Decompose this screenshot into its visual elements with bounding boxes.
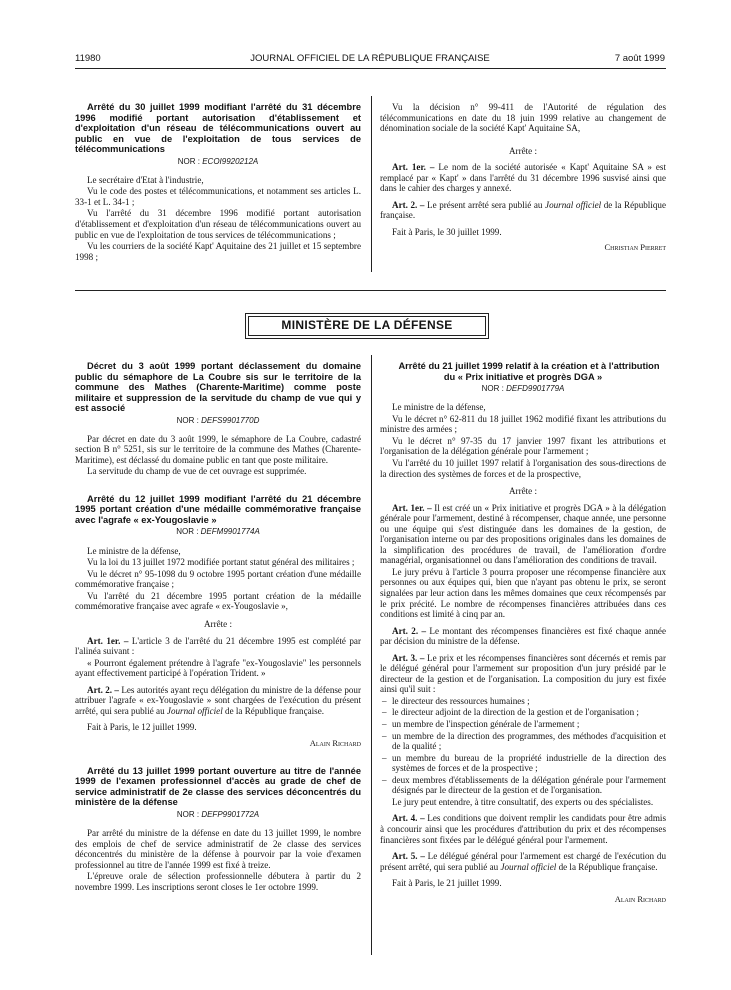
- paragraph: Vu le décret n° 95-1098 du 9 octobre 1995 portant création d'une médaille commémorative française ;: [75, 568, 361, 590]
- article-2: Art. 2. – Le présent arrêté sera publié au Journal officiel de la République française.: [380, 199, 666, 221]
- decree-title: Arrêté du 30 juillet 1999 modifiant l'arrêté du 31 décembre 1996 modifié portant autorisation d'établissement et d'exploitation d'un réseau de télécommunications ouvert au public en vue de l'exploitation de tous services de télécommunications: [75, 102, 361, 154]
- nor-line: NOR : DEFP9901772A: [176, 809, 260, 819]
- paragraph: Vu l'arrêté du 10 juillet 1997 relatif à l'organisation des sous-directions de la direction des systèmes de forces et de la prospective,: [380, 458, 666, 479]
- header-rule: [75, 68, 666, 69]
- decree-title: Arrêté du 12 juillet 1999 modifiant l'arrêté du 21 décembre 1995 portant création d'une médaille commémorative française avec l'agrafe « ex-Yougoslavie »: [75, 493, 361, 525]
- signature: Alain Richard: [309, 737, 361, 748]
- list-item: – le directeur adjoint de la direction de la gestion et de l'organisation ;: [382, 707, 639, 718]
- page-number: 11980: [75, 53, 101, 64]
- decree-title: Décret du 3 août 1999 portant déclassement du domaine public du sémaphore de La Coubre sis sur le territoire de la commune des Mathes (Charente-Maritime) comme poste militaire et suppression de la servitude du champ de vue qui y est associé: [75, 361, 361, 413]
- paragraph: Vu la décision n° 99-411 de l'Autorité de régulation des télécommunications en date du 18 juin 1999 relative au changement de dénomination sociale de la société Kapt' Aquitaine SA,: [380, 102, 666, 134]
- list-item: – un membre de la direction des programmes, des méthodes d'acquisition et de la qualité ;: [382, 730, 666, 752]
- paragraph: Vu le code des postes et télécommunications, et notamment ses articles L. 33-1 et L. 34-1 ;: [75, 186, 361, 207]
- paragraph: Vu le décret n° 62-811 du 18 juillet 1962 modifié fixant les attributions du ministre des armées ;: [380, 413, 666, 435]
- paragraph: Le ministre de la défense,: [392, 402, 486, 413]
- signature: Alain Richard: [614, 893, 666, 904]
- nor-code: DEFP9901772A: [201, 809, 260, 819]
- arrete-heading: Arrête :: [508, 486, 538, 497]
- page-header: [75, 53, 665, 67]
- column-divider-bottom: [371, 355, 372, 955]
- nor-line: NOR : DEFS9901770D: [176, 415, 260, 425]
- done-at: Fait à Paris, le 21 juillet 1999.: [392, 878, 502, 889]
- article-3: Art. 3. – Le prix et les récompenses financières sont décernés et remis par le délégué général pour l'armement sur proposition d'un jury présidé par le directeur de la gestion et de l'organisation. La composition du jury est fixée ainsi qu'il suit :: [380, 652, 666, 695]
- nor-code: DEFM9901774A: [200, 527, 260, 537]
- decree-medal: [75, 494, 361, 749]
- paragraph: Vu la loi du 13 juillet 1972 modifiée portant statut général des militaires ;: [87, 557, 355, 568]
- paragraph: Le ministre de la défense,: [87, 545, 181, 556]
- paragraph: Le jury peut entendre, à titre consultatif, des experts ou des spécialistes.: [392, 796, 654, 807]
- decree-exam: [75, 766, 361, 893]
- list-item: – un membre de l'inspection générale de l'armement ;: [382, 719, 580, 730]
- section-rule: [75, 290, 666, 291]
- article-4: Art. 4. – Les conditions que doivent remplir les candidats pour être admis à concourir ainsi que les procédures d'attribution du prix et des récompenses financières sont fixées par le délégué général pour l'armement.: [380, 813, 666, 845]
- list-item: – le directeur des ressources humaines ;: [382, 695, 530, 706]
- nor-line: NOR : DEFM9901774A: [176, 527, 260, 537]
- list-item: – deux membres d'établissements de la délégation générale pour l'armement désignés par le directeur de la gestion et de l'organisation.: [382, 774, 666, 796]
- left-column: [75, 361, 361, 893]
- arrete-heading: Arrête :: [203, 619, 233, 629]
- paragraph: Vu l'arrêté du 31 décembre 1996 modifié portant autorisation d'établissement et d'exploitation d'un réseau de télécommunications ouvert au public en vue de l'exploitation de tous services de télécommunications ;: [75, 208, 361, 240]
- issue-date: 7 août 1999: [614, 53, 665, 64]
- paragraph: Le secrétaire d'Etat à l'industrie,: [87, 174, 204, 185]
- nor-line: NOR : DEFD9901779A: [481, 384, 565, 393]
- paragraph: Vu les courriers de la société Kapt' Aquitaine des 21 juillet et 15 septembre 1998 ;: [75, 241, 361, 262]
- decree-title: Arrêté du 13 juillet 1999 portant ouverture au titre de l'année 1999 de l'examen professionnel d'accès au grade de chef de service administratif de 2e classe des services déconcentrés du ministère de la défense: [75, 765, 361, 808]
- list-item: – un membre du bureau de la propriété industrielle de la direction des systèmes de forces et de la prospective ;: [382, 752, 666, 774]
- article-1: Art. 1er. – Le nom de la société autorisée « Kapt' Aquitaine SA » est remplacé par « Kapt' » dans l'arrêté du 31 décembre 1996 susvisé ainsi que dans le cahier des charges y annexé.: [380, 162, 666, 194]
- decree-telecom-col2: [380, 102, 666, 253]
- nor-code: ECOI9920212A: [202, 156, 259, 166]
- paragraph: L'épreuve orale de sélection professionnelle débutera à partir du 2 novembre 1999. Les inscriptions seront closes le 1er octobre 1999.: [75, 871, 361, 892]
- article-5: Art. 5. – Le délégué général pour l'armement est chargé de l'exécution du présent arrêté, qui sera publié au Journal officiel de la République française.: [380, 851, 666, 872]
- decree-telecom-col1: [75, 102, 361, 263]
- quote: « Pourront également prétendre à l'agrafe "ex-Yougoslavie" les personnels ayant effectivement participé à l'opération Trident. »: [75, 657, 361, 679]
- nor-line: NOR : ECOI9920212A: [177, 156, 259, 166]
- ministry-banner: MINISTÈRE DE LA DÉFENSE: [245, 313, 489, 339]
- done-at: Fait à Paris, le 12 juillet 1999.: [87, 722, 197, 733]
- journal-title: JOURNAL OFFICIEL DE LA RÉPUBLIQUE FRANÇAISE: [250, 53, 490, 64]
- paragraph: Vu le décret n° 97-35 du 17 janvier 1997 fixant les attributions et l'organisation de la délégation générale pour l'armement ;: [380, 435, 666, 457]
- nor-code: DEFS9901770D: [201, 415, 260, 425]
- decree-title: Arrêté du 21 juillet 1999 relatif à la création et à l'attribution du « Prix initiative et progrès DGA »: [398, 361, 660, 382]
- nor-code: DEFD9901779A: [506, 384, 565, 393]
- paragraph: Vu l'arrêté du 21 décembre 1995 portant création de la médaille commémorative française avec agrafe « ex-Yougoslavie »,: [75, 590, 361, 612]
- article-2: Art. 2. – Le montant des récompenses financières est fixé chaque année par décision du ministre de la défense.: [380, 625, 666, 647]
- signature: Christian Pierret: [604, 242, 666, 253]
- article-1: Art. 1er. – L'article 3 de l'arrêté du 21 décembre 1995 est complété par l'alinéa suivant :: [75, 635, 361, 657]
- done-at: Fait à Paris, le 30 juillet 1999.: [392, 226, 502, 237]
- paragraph: Par décret en date du 3 août 1999, le sémaphore de La Coubre, cadastré section B n° 5251, sis sur le territoire de la commune des Mathes (Charente-Maritime), est déclassé du domaine public en tant que poste militaire.: [75, 433, 361, 465]
- paragraph: Par arrêté du ministre de la défense en date du 13 juillet 1999, le nombre des emplois de chef de service administratif de 2e classe des services déconcentrés du ministère de la défense à pourvoir par la voie d'examen professionnel au titre de l'année 1999 est fixé à treize.: [75, 828, 361, 870]
- paragraph: La servitude du champ de vue de cet ouvrage est supprimée.: [87, 466, 307, 477]
- column-divider-top: [371, 96, 372, 272]
- paragraph: Le jury prévu à l'article 3 pourra proposer une récompense financière aux personnes ou aux équipes qui, bien que n'ayant pas obtenu le prix, se seront signalées par leur action dans les mêmes domaines que ceux récompensés par le prix précité. Le nombre de récompenses financières attribuées dans ces conditions est limité à cinq par an.: [380, 566, 666, 620]
- article-1: Art. 1er. – Il est créé un « Prix initiative et progrès DGA » à la délégation générale pour l'armement, destiné à récompenser, chaque année, une personne ou une équipe qui s'est distinguée dans les domaines de la gestion, de l'organisation interne ou par des propositions originales dans les domaines de la simplification des procédures de travail, de l'amélioration d'ordre managérial, organisationnel ou dans l'amélioration des conditions de travail.: [380, 502, 666, 566]
- arrete-heading: Arrête :: [508, 145, 538, 156]
- right-column: [380, 361, 666, 905]
- article-2: Art. 2. – Les autorités ayant reçu délégation du ministre de la défense pour attribuer l'agrafe « ex-Yougoslavie » sont chargées de l'exécution du présent arrêté, qui sera publié au Journal officiel de la République française.: [75, 684, 361, 716]
